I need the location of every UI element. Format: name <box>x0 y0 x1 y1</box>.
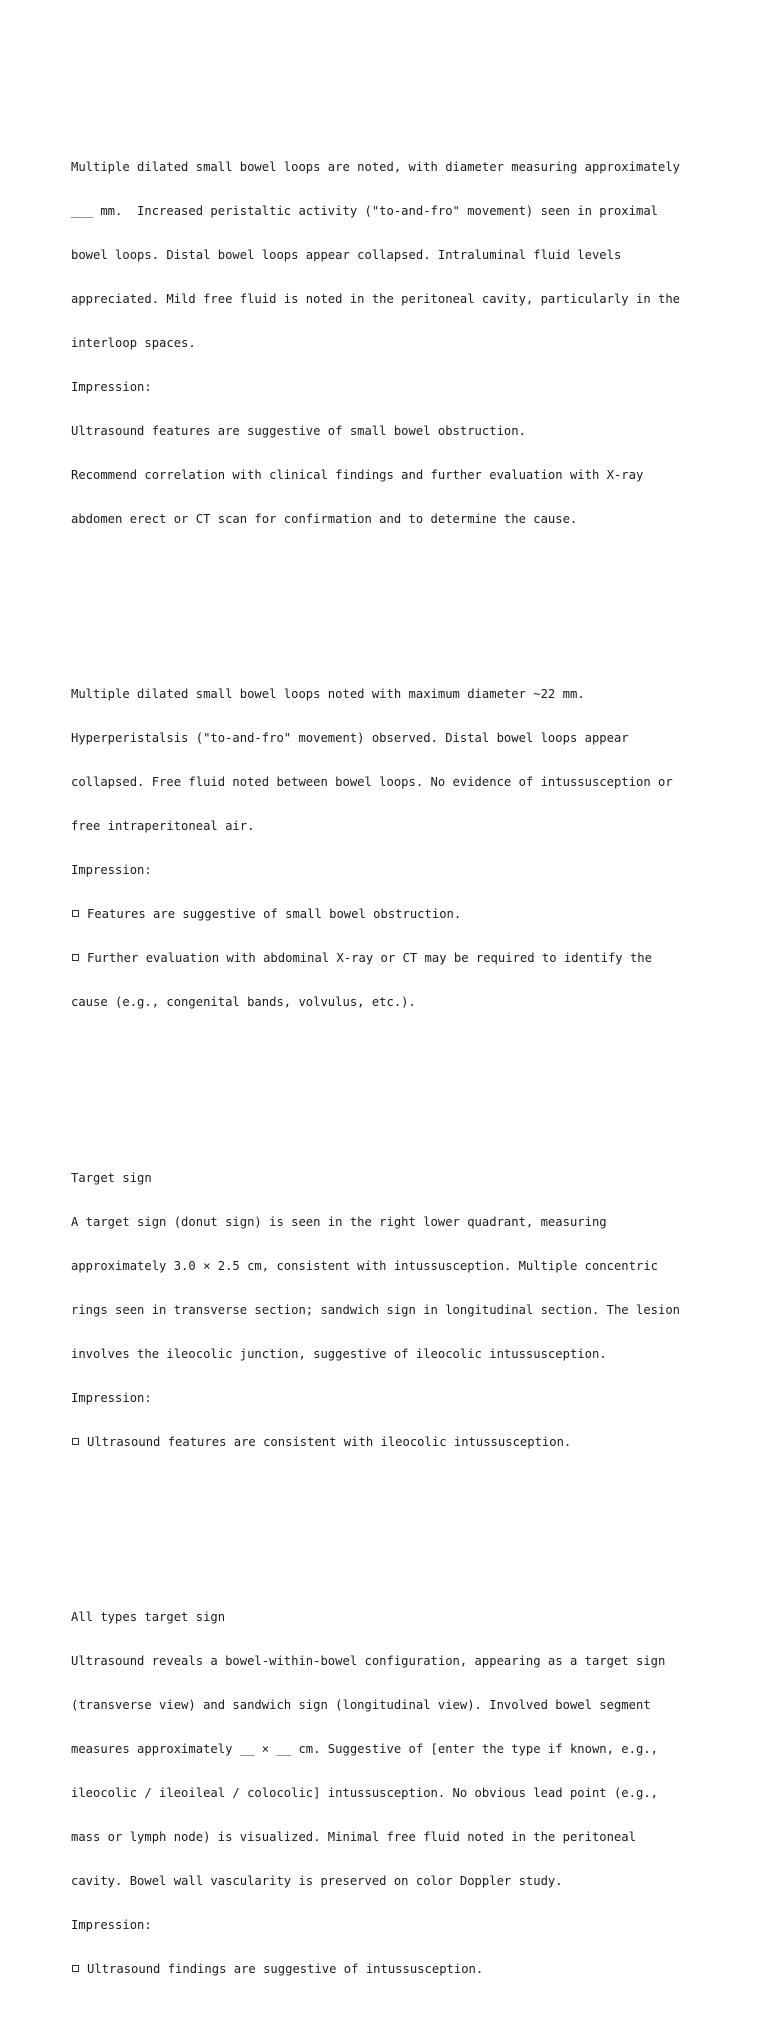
bullet-text: Ultrasound findings are suggestive of intussusception. <box>87 1962 484 1977</box>
text-line: mass or lymph node) is visualized. Minimal free fluid noted in the peritoneal <box>71 1830 636 1845</box>
text-line: collapsed. Free fluid noted between bowel loops. No evidence of intussusception or <box>71 775 673 790</box>
text-line: cause (e.g., congenital bands, volvulus, etc.). <box>71 995 416 1010</box>
text-line: rings seen in transverse section; sandwich sign in longitudinal section. The lesion <box>71 1302 681 1317</box>
section-heading: All types target sign <box>71 1610 226 1625</box>
text-line: bowel loops. Distal bowel loops appear collapsed. Intraluminal fluid levels <box>71 247 622 262</box>
report-section-4 <box>71 1581 731 2006</box>
document-body <box>71 72 731 2035</box>
text-line: measures approximately __ × __ cm. Suggestive of [enter the type if known, e.g., <box>71 1742 658 1757</box>
bullet-item <box>71 1962 731 1977</box>
text-line: involves the ileocolic junction, suggestive of ileocolic intussusception. <box>71 1346 607 1361</box>
bullet-square-icon <box>72 910 79 917</box>
bullet-square-icon <box>72 1438 79 1445</box>
impression-label: Impression: <box>71 379 152 394</box>
bullet-item <box>71 907 731 922</box>
text-line: approximately 3.0 × 2.5 cm, consistent with intussusception. Multiple concentric <box>71 1258 658 1273</box>
section-heading: Target sign <box>71 1170 152 1185</box>
report-section-2 <box>71 658 731 1039</box>
bullet-text: Features are suggestive of small bowel obstruction. <box>87 907 462 922</box>
text-line: Ultrasound features are suggestive of small bowel obstruction. <box>71 423 526 438</box>
text-line: cavity. Bowel wall vascularity is preserved on color Doppler study. <box>71 1874 563 1889</box>
text-line: (transverse view) and sandwich sign (longitudinal view). Involved bowel segment <box>71 1698 651 1713</box>
bullet-square-icon <box>72 1965 79 1972</box>
text-line: Recommend correlation with clinical findings and further evaluation with X-ray <box>71 467 644 482</box>
text-line: appreciated. Mild free fluid is noted in the peritoneal cavity, particularly in the <box>71 291 681 306</box>
blank-line <box>71 1068 731 1083</box>
text-line: interloop spaces. <box>71 335 196 350</box>
text-line: A target sign (donut sign) is seen in the right lower quadrant, measuring <box>71 1214 607 1229</box>
text-line: Multiple dilated small bowel loops noted with maximum diameter ~22 mm. <box>71 687 585 702</box>
text-line: ___ mm. Increased peristaltic activity ("to-and-fro" movement) seen in proximal <box>71 203 658 218</box>
text-line: Hyperperistalsis ("to-and-fro" movement) observed. Distal bowel loops appear <box>71 731 629 746</box>
bullet-square-icon <box>72 954 79 961</box>
bullet-text: Further evaluation with abdominal X-ray or CT may be required to identify the <box>87 951 652 966</box>
blank-line <box>71 1508 731 1523</box>
impression-label: Impression: <box>71 1918 152 1933</box>
bullet-item <box>71 951 731 966</box>
report-section-3 <box>71 1142 731 1479</box>
impression-label: Impression: <box>71 1390 152 1405</box>
report-section-1 <box>71 131 731 556</box>
bullet-text: Ultrasound features are consistent with ileocolic intussusception. <box>87 1434 572 1449</box>
text-line: abdomen erect or CT scan for confirmation and to determine the cause. <box>71 511 578 526</box>
text-line: free intraperitoneal air. <box>71 819 255 834</box>
text-line: Ultrasound reveals a bowel-within-bowel configuration, appearing as a target sign <box>71 1654 666 1669</box>
text-line: ileocolic / ileoileal / colocolic] intussusception. No obvious lead point (e.g., <box>71 1786 658 1801</box>
bullet-item <box>71 1435 731 1450</box>
impression-label: Impression: <box>71 863 152 878</box>
blank-line <box>71 585 731 600</box>
text-line: Multiple dilated small bowel loops are noted, with diameter measuring approximately <box>71 159 681 174</box>
